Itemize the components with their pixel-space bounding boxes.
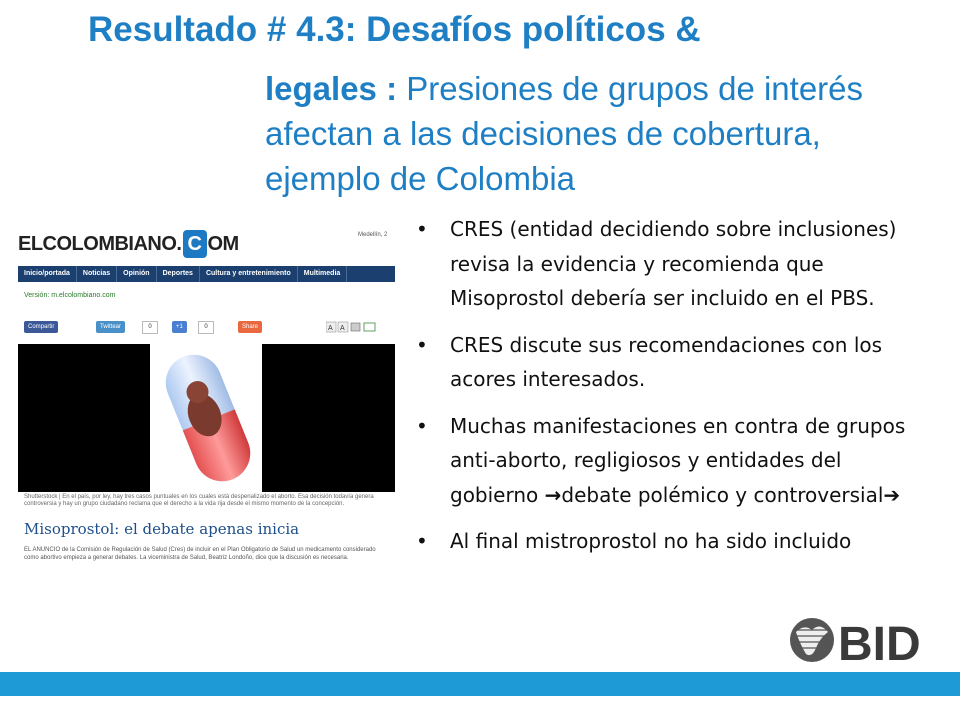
bullet-text: CRES (entidad decidiendo sobre inclusiones) revisa la evidencia y recomienda que Misoprostol debería ser incluido en el PBS. <box>450 217 897 310</box>
bullet-list <box>410 212 910 571</box>
arrow-right-icon: → <box>544 482 562 507</box>
bid-logo <box>790 614 930 666</box>
tweet-count: 0 <box>142 321 158 334</box>
social-bar <box>24 321 384 335</box>
arrow-right-bold-icon: ➔ <box>883 482 901 507</box>
logo-text-right: OM <box>207 233 239 255</box>
title-rest: Presiones de grupos de interés afectan a las decisiones de cobertura, ejemplo de Colombia <box>265 70 864 197</box>
plus-one-count: 0 <box>198 321 214 334</box>
nav-item[interactable]: Multimedia <box>298 266 348 282</box>
logo-c-badge: C <box>183 230 207 258</box>
bullet-dot-icon: • <box>416 413 428 438</box>
title-bold-part: legales : <box>265 70 407 107</box>
tweet-button[interactable]: Twittear <box>96 321 125 333</box>
elcolombiano-logo <box>18 230 239 258</box>
mobile-version-link[interactable]: Versión: m.elcolombiano.com <box>24 292 116 299</box>
bullet-dot-icon: • <box>416 332 428 357</box>
bullet-text: Muchas manifestaciones en contra de grupos anti-aborto, regligiosos y entidades del gobierno <box>450 413 906 507</box>
bullet-text: Al final mistroprostol no ha sido incluido <box>450 529 852 553</box>
logo-text-left: ELCOLOMBIANO. <box>18 233 182 255</box>
svg-text:A: A <box>328 325 333 332</box>
nav-item[interactable]: Cultura y entretenimiento <box>200 266 298 282</box>
bullet-dot-icon: • <box>416 217 428 241</box>
nav-item[interactable]: Inicio/portada <box>18 266 77 282</box>
pill-fetus-image <box>18 344 395 492</box>
site-nav <box>18 266 395 282</box>
bullet-item <box>410 409 910 513</box>
svg-text:A: A <box>340 325 345 332</box>
nav-item[interactable]: Deportes <box>157 266 200 282</box>
newspaper-screenshot <box>18 224 395 580</box>
bullet-dot-icon: • <box>416 529 428 553</box>
facebook-share-button[interactable]: Compartir <box>24 321 58 333</box>
article-lede: EL ANUNCIO de la Comisión de Regulación de Salud (Cres) de incluir en el Plan Obligatorio de Salud un medicamento considerado como abortivo empieza a generar debates. La viceministra de Salud, Beatriz Londoño, dice que la discusión es necesaria. <box>24 547 376 561</box>
bullet-item <box>410 524 910 559</box>
nav-item[interactable]: Noticias <box>77 266 117 282</box>
title-line-2 <box>265 66 905 201</box>
share-button[interactable]: Share <box>238 321 262 333</box>
article-headline[interactable]: Misoprostol: el debate apenas inicia <box>24 520 300 538</box>
bullet-text-continued: debate polémico y controversial <box>561 482 884 507</box>
image-caption: Shutterstock | En el país, por ley, hay tres casos puntuales en los cuales está despenalizado el aborto. Esa decisión todavía genera controversia y hay un grupo ciudadano reclama que el derecho a la vida rija desde el mismo momento de la concepción. <box>24 494 374 507</box>
plus-one-button[interactable]: +1 <box>172 321 187 333</box>
location-text: Medellín, 2 <box>358 232 388 238</box>
nav-item[interactable]: Opinión <box>117 266 156 282</box>
text-tools-icons[interactable] <box>326 321 382 334</box>
title-line-1: Resultado # 4.3: Desafíos políticos & <box>88 10 701 49</box>
bid-text: BID <box>838 618 921 666</box>
bullet-item <box>410 212 910 316</box>
bullet-text: CRES discute sus recomendaciones con los acores interesados. <box>450 332 883 391</box>
bullet-item <box>410 328 910 397</box>
bottom-bar <box>0 672 960 696</box>
